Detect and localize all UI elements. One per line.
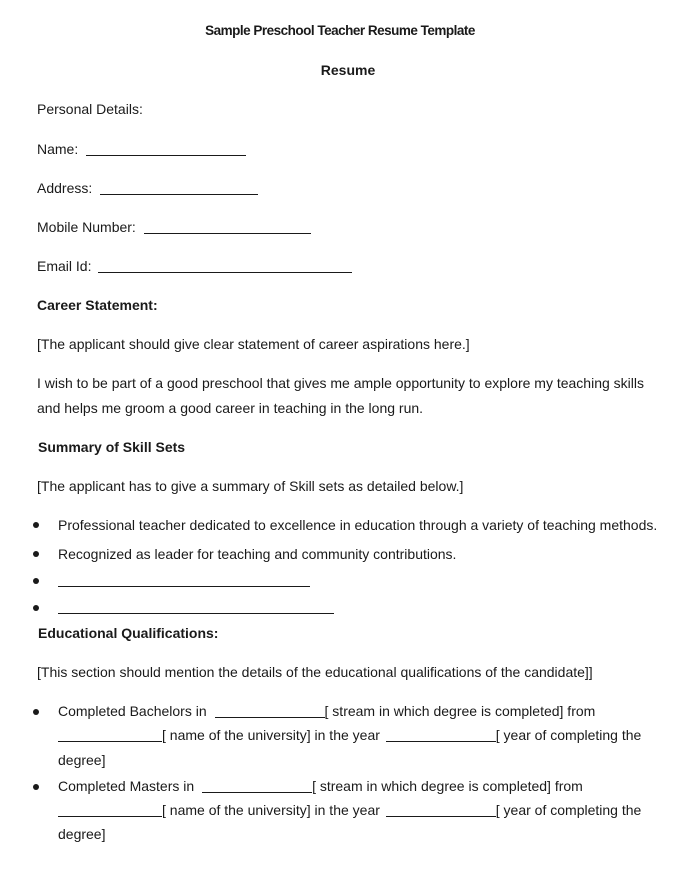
bachelors-prefix: Completed Bachelors in	[58, 703, 207, 719]
bachelors-line2	[58, 727, 641, 743]
education-heading: Educational Qualifications:	[38, 625, 219, 641]
mobile-blank	[144, 219, 311, 234]
bullet-icon	[33, 709, 39, 715]
bachelors-year: [ year of completing the	[495, 727, 642, 743]
masters-stream-blank	[202, 778, 312, 793]
masters-year-blank	[386, 802, 496, 817]
name-label: Name:	[37, 141, 79, 157]
address-blank	[100, 180, 258, 195]
name-blank	[86, 141, 246, 156]
masters-stream: [ stream in which degree is completed] from	[312, 778, 583, 794]
document-subtitle: Resume	[320, 62, 376, 78]
personal-details-heading: Personal Details:	[37, 101, 143, 117]
email-blank	[98, 258, 352, 273]
document-title: Sample Preschool Teacher Resume Template	[205, 23, 475, 38]
bachelors-university-blank	[58, 727, 162, 742]
address-label: Address:	[37, 180, 93, 196]
career-statement-line2: and helps me groom a good career in teaching in the long run.	[37, 400, 424, 416]
education-instruction: [This section should mention the details of the educational qualifications of the candidate]]	[37, 664, 593, 680]
bullet-icon	[33, 784, 39, 790]
masters-prefix: Completed Masters in	[58, 778, 195, 794]
email-label: Email Id:	[37, 258, 92, 274]
skill-blank-line	[58, 599, 334, 614]
email-row	[37, 258, 352, 274]
bullet-icon	[33, 551, 39, 557]
skill-item: Recognized as leader for teaching and community contributions.	[58, 546, 457, 562]
career-instruction: [The applicant should give clear statement of career aspirations here.]	[37, 336, 470, 352]
bullet-icon	[33, 522, 39, 528]
address-row	[37, 180, 258, 196]
skill-item: Professional teacher dedicated to excellence in education through a variety of teaching methods.	[58, 517, 658, 533]
career-statement-line1: I wish to be part of a good preschool that gives me ample opportunity to explore my teaching skills	[37, 375, 644, 391]
skills-heading: Summary of Skill Sets	[38, 439, 186, 455]
bachelors-line1	[58, 703, 595, 719]
bachelors-stream: [ stream in which degree is completed] from	[324, 703, 596, 719]
skill-item-blank	[58, 599, 334, 615]
masters-university: [ name of the university] in the year	[162, 802, 380, 818]
skills-instruction: [The applicant has to give a summary of Skill sets as detailed below.]	[37, 478, 464, 494]
masters-year: [ year of completing the	[495, 802, 642, 818]
bachelors-year-blank	[386, 727, 496, 742]
skill-item-blank	[58, 572, 310, 588]
bullet-icon	[33, 605, 39, 611]
masters-degree: degree]	[58, 826, 106, 842]
masters-line1	[58, 778, 583, 794]
bullet-icon	[33, 578, 39, 584]
bachelors-university: [ name of the university] in the year	[162, 727, 380, 743]
career-heading: Career Statement:	[37, 297, 158, 313]
bachelors-degree: degree]	[58, 752, 106, 768]
skill-blank-line	[58, 572, 310, 587]
masters-line2	[58, 802, 641, 818]
bachelors-stream-blank	[215, 703, 325, 718]
name-row	[37, 141, 246, 157]
mobile-row	[37, 219, 311, 235]
masters-university-blank	[58, 802, 162, 817]
mobile-label: Mobile Number:	[37, 219, 136, 235]
